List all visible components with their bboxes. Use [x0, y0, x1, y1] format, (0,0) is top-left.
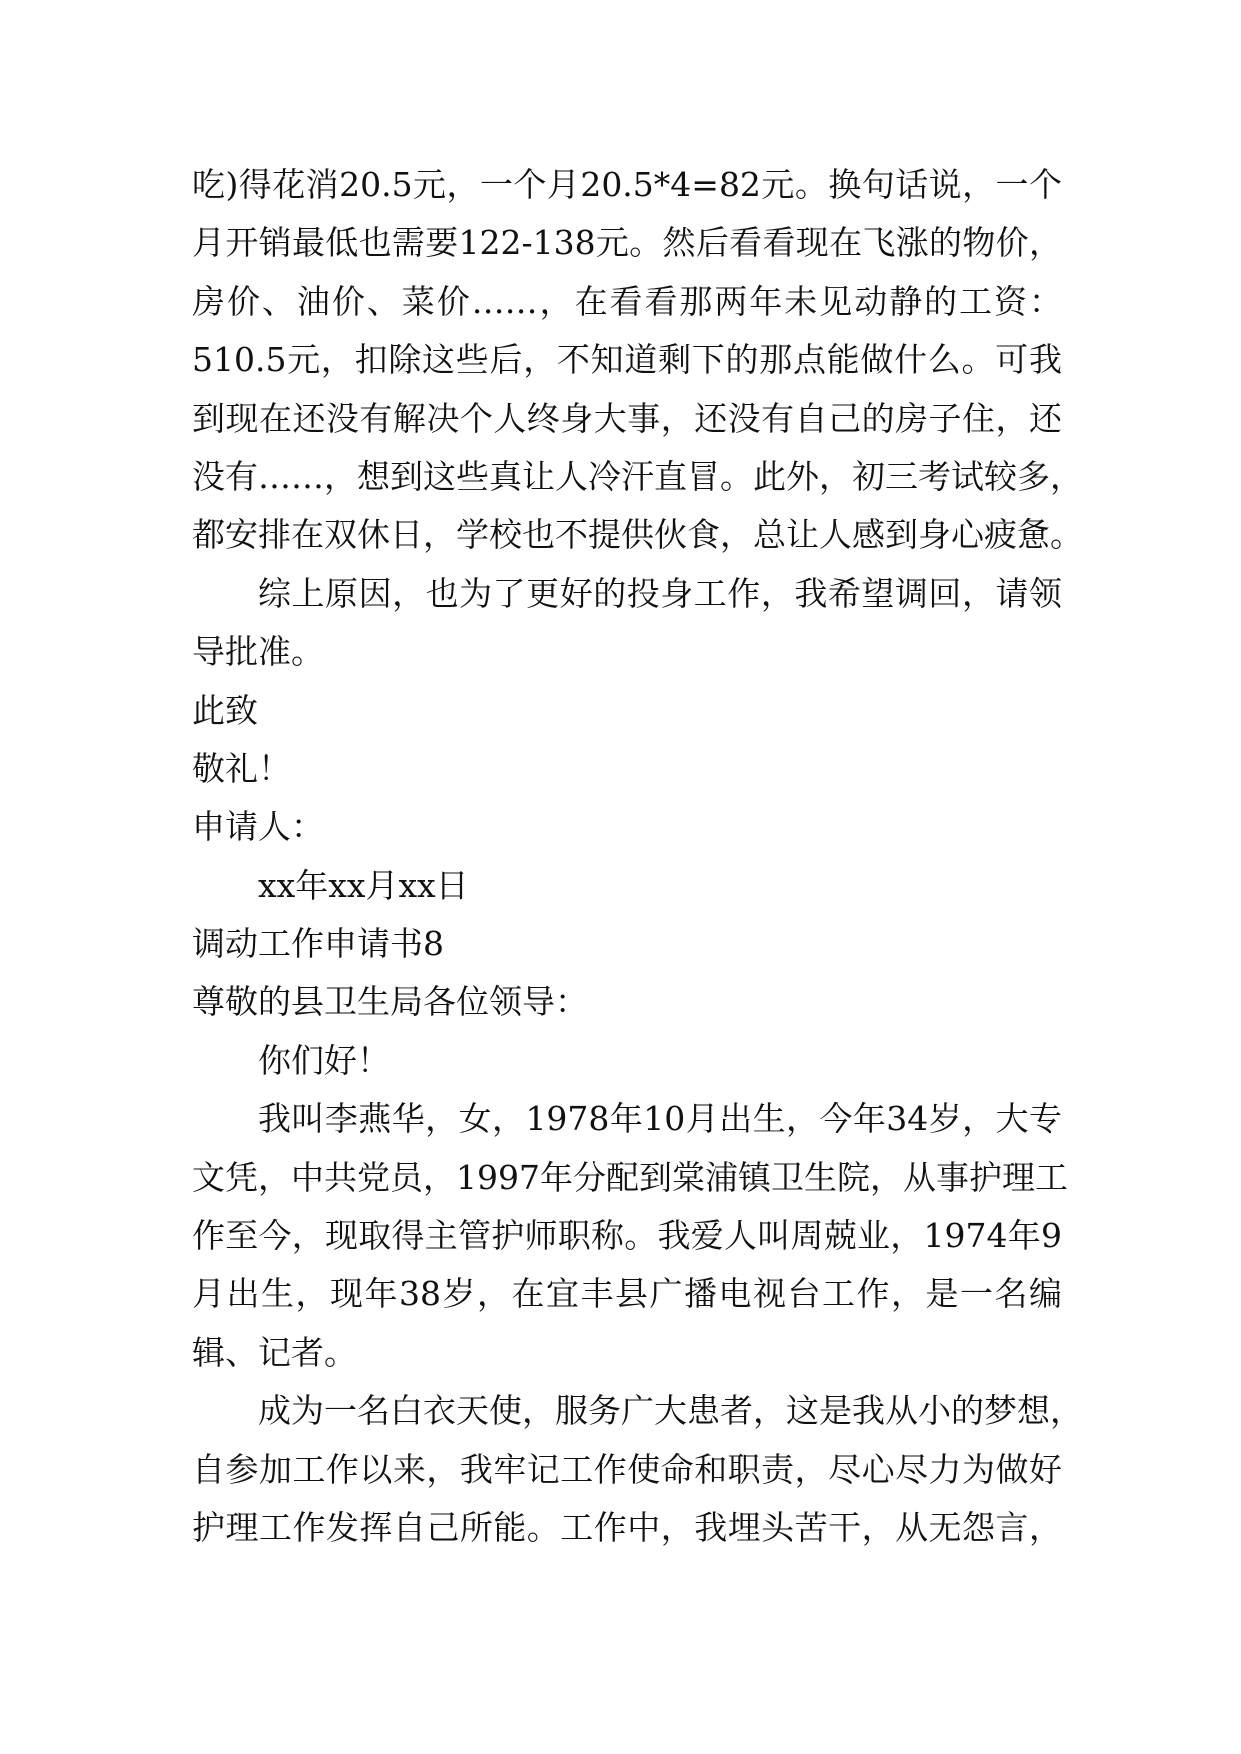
text-line: 护理工作发挥自己所能。工作中，我埋头苦干，从无怨言，: [192, 1507, 1062, 1547]
applicant-label: 申请人：: [192, 807, 324, 847]
paragraph-first-line: 我叫李燕华，女，1978年10月出生，今年34岁，大专: [258, 1099, 1062, 1139]
text-line: 文凭，中共党员，1997年分配到棠浦镇卫生院，从事护理工: [192, 1157, 1068, 1197]
text-line: 月开销最低也需要122-138元。然后看看现在飞涨的物价，: [192, 223, 1062, 263]
text-line: 月出生，现年38岁，在宜丰县广播电视台工作，是一名编: [192, 1274, 1062, 1314]
text-line: 没有……，想到这些真让人冷汗直冒。此外，初三考试较多，: [192, 456, 1083, 496]
text-line: 房价、油价、菜价……，在看看那两年未见动静的工资：: [192, 281, 1062, 321]
text-line: 吃)得花消20.5元，一个月20.5*4=82元。换句话说，一个: [192, 165, 1062, 204]
text-line: 辑、记者。: [192, 1332, 357, 1372]
closing-regards: 敬礼！: [192, 748, 291, 788]
paragraph-first-line: 成为一名白衣天使，服务广大患者，这是我从小的梦想，: [258, 1391, 1083, 1431]
closing-salutation: 此致: [192, 690, 258, 730]
date-line: xx年xx月xx日: [258, 865, 469, 905]
document-body: [192, 156, 1083, 1557]
text-line: 导批准。: [192, 632, 324, 672]
text-line: 510.5元，扣除这些后，不知道剩下的那点能做什么。可我: [192, 340, 1062, 380]
text-line: 作至今，现取得主管护师职称。我爱人叫周兢业，1974年9: [192, 1216, 1062, 1256]
text-line: 到现在还没有解决个人终身大事，还没有自己的房子住，还: [192, 398, 1062, 438]
greeting: 你们好！: [258, 1040, 390, 1080]
text-line: 都安排在双休日，学校也不提供伙食，总让人感到身心疲惫。: [192, 515, 1083, 555]
text-line: 自参加工作以来，我牢记工作使命和职责，尽心尽力为做好: [192, 1449, 1062, 1489]
addressee: 尊敬的县卫生局各位领导：: [192, 982, 588, 1022]
section-title: 调动工作申请书8: [192, 924, 444, 964]
paragraph-first-line: 综上原因，也为了更好的投身工作，我希望调回，请领: [258, 573, 1062, 613]
